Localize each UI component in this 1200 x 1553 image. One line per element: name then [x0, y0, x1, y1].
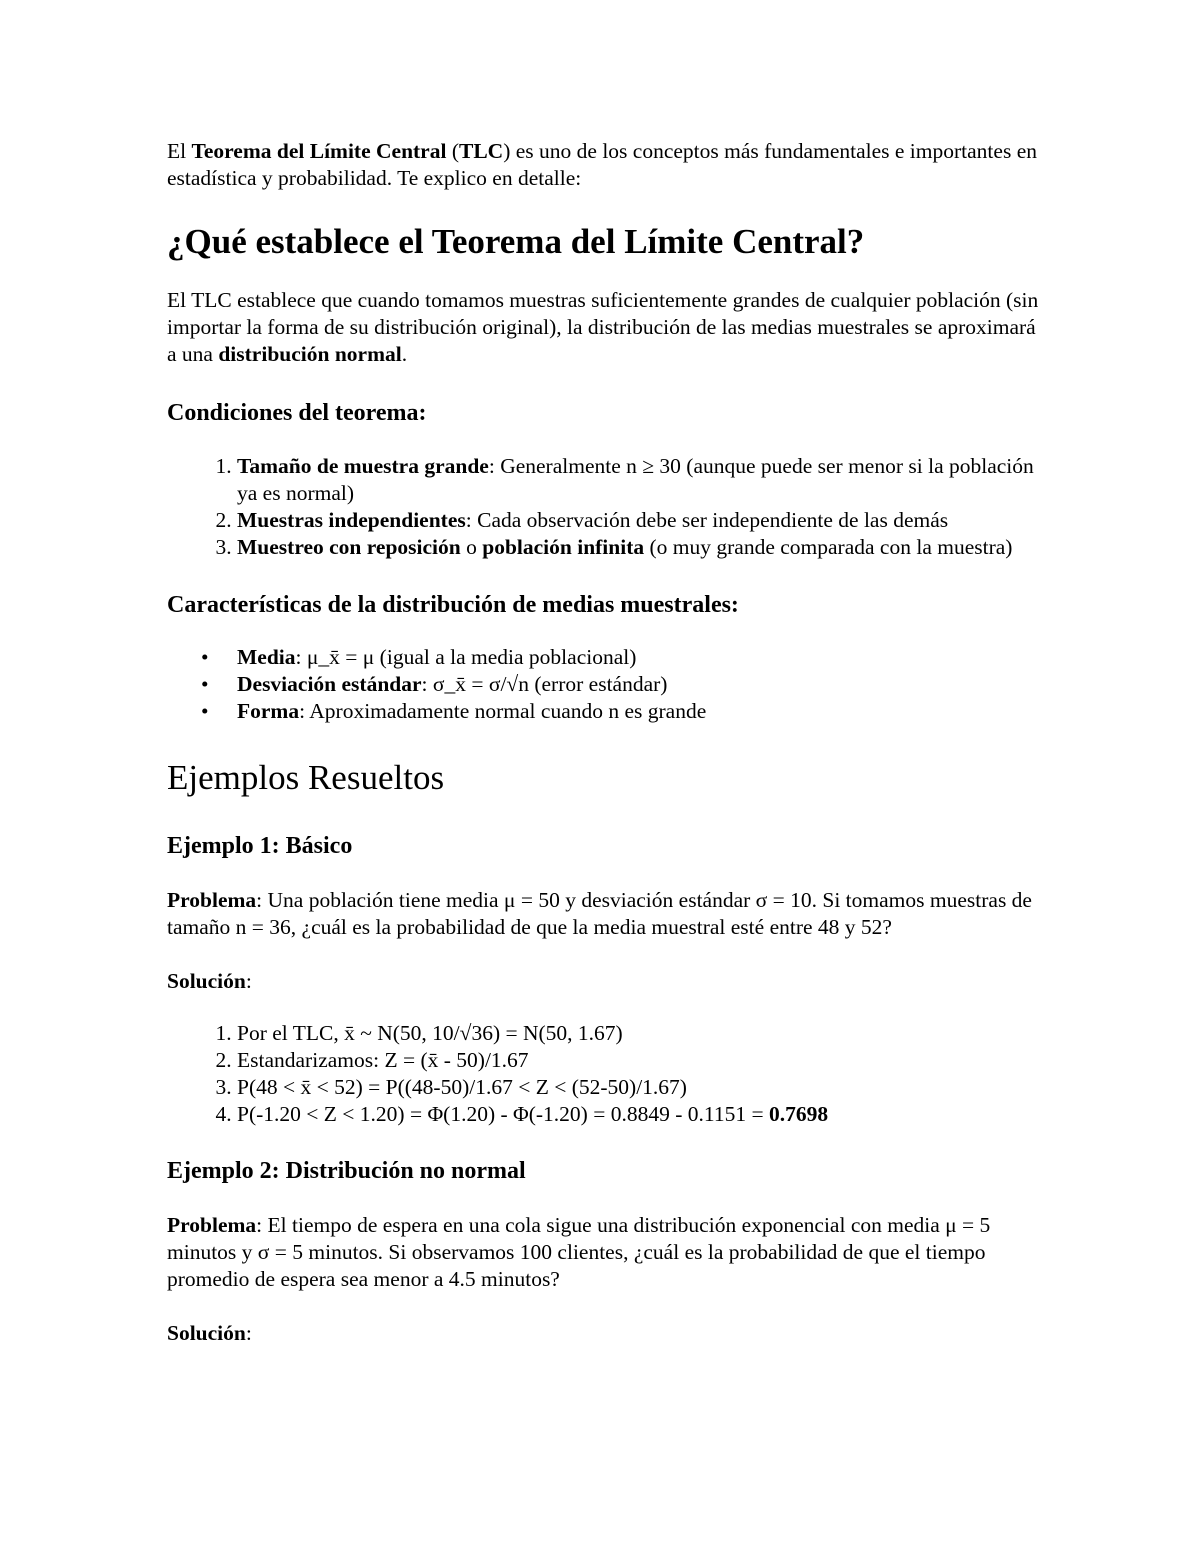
characteristic-bold: Media [237, 645, 296, 669]
conditions-heading: Condiciones del teorema: [167, 400, 427, 426]
intro-bold-tlc-abbr: TLC [459, 139, 504, 163]
list-item: 3. P(48 < x̄ < 52) = P((48-50)/1.67 < Z < (52-50)/1.67) [237, 1074, 1047, 1101]
characteristic-text: : σ_x̄ = σ/√n (error estándar) [421, 672, 668, 696]
list-item [201, 698, 1047, 725]
list-item [237, 507, 1047, 534]
examples-heading: Ejemplos Resueltos [167, 758, 445, 797]
solution-label: Solución [167, 1321, 246, 1345]
example1-problem [167, 887, 1047, 941]
bullet-icon: • [201, 672, 209, 696]
definition-text: El TLC establece que cuando tomamos muestras suficientemente grandes de cualquier población (sin importar la forma de su distribución original), la distribución de las medias muestrales se aproximará a una [167, 288, 1039, 366]
document-page [167, 138, 1047, 1347]
characteristic-bold: Desviación estándar [237, 672, 422, 696]
intro-text: ) es uno de los conceptos más fundamentales e importantes en estadística y probabilidad. Te explico en detalle: [167, 139, 1037, 190]
example1-steps [167, 1020, 1047, 1128]
solution-label: Solución [167, 969, 246, 993]
bullet-icon: • [201, 645, 209, 669]
characteristics-list [167, 644, 1047, 725]
example2-problem [167, 1212, 1047, 1293]
condition-text: : Cada observación debe ser independiente de las demás [465, 508, 949, 532]
example1-solution-label [167, 968, 1047, 995]
condition-bold: Tamaño de muestra grande [237, 454, 489, 478]
example2-solution-label [167, 1320, 1047, 1347]
intro-text: El [167, 139, 192, 163]
example2-heading: Ejemplo 2: Distribución no normal [167, 1158, 526, 1184]
list-item [237, 534, 1047, 561]
definition-bold: distribución normal [218, 342, 402, 366]
example1-heading: Ejemplo 1: Básico [167, 833, 353, 859]
condition-bold: población infinita [482, 535, 645, 559]
characteristic-bold: Forma [237, 699, 300, 723]
definition-text: . [401, 342, 408, 366]
step-text: P(-1.20 < Z < 1.20) = Φ(1.20) - Φ(-1.20) = 0.8849 - 0.1151 = [237, 1102, 769, 1126]
list-item: 1. Por el TLC, x̄ ~ N(50, 10/√36) = N(50, 1.67) [237, 1020, 1047, 1047]
intro-paragraph [167, 138, 1047, 192]
conditions-list [167, 453, 1047, 561]
list-item [237, 1101, 1047, 1128]
condition-text: : Generalmente n ≥ 30 (aunque puede ser menor si la población ya es normal) [237, 454, 1034, 505]
condition-text: (o muy grande comparada con la muestra) [644, 535, 1013, 559]
definition-paragraph [167, 287, 1047, 368]
problem-label: Problema [167, 1213, 257, 1237]
problem-label: Problema [167, 888, 257, 912]
solution-colon: : [245, 969, 252, 993]
step-result: 0.7698 [768, 1102, 829, 1126]
condition-bold: Muestras independientes [237, 508, 466, 532]
characteristic-text: : Aproximadamente normal cuando n es grande [299, 699, 707, 723]
characteristics-heading: Características de la distribución de medias muestrales: [167, 592, 739, 618]
problem-text: : Una población tiene media μ = 50 y desviación estándar σ = 10. Si tomamos muestras de tamaño n = 36, ¿cuál es la probabilidad de que la media muestral esté entre 48 y 52? [167, 888, 1032, 939]
condition-text: o [460, 535, 483, 559]
condition-bold: Muestreo con reposición [237, 535, 461, 559]
list-item [201, 644, 1047, 671]
intro-bold-tlc-name: Teorema del Límite Central [191, 139, 447, 163]
bullet-icon: • [201, 699, 209, 723]
characteristic-text: : μ_x̄ = μ (igual a la media poblacional) [295, 645, 637, 669]
problem-text: : El tiempo de espera en una cola sigue una distribución exponencial con media μ = 5 minutos y σ = 5 minutos. Si observamos 100 clientes, ¿cuál es la probabilidad de que el tiempo promedio de espera sea menor a 4.5 minutos? [167, 1213, 991, 1291]
list-item [201, 671, 1047, 698]
solution-colon: : [245, 1321, 252, 1345]
main-heading: ¿Qué establece el Teorema del Límite Central? [167, 222, 865, 261]
list-item: 2. Estandarizamos: Z = (x̄ - 50)/1.67 [237, 1047, 1047, 1074]
intro-text: ( [446, 139, 459, 163]
list-item [237, 453, 1047, 507]
